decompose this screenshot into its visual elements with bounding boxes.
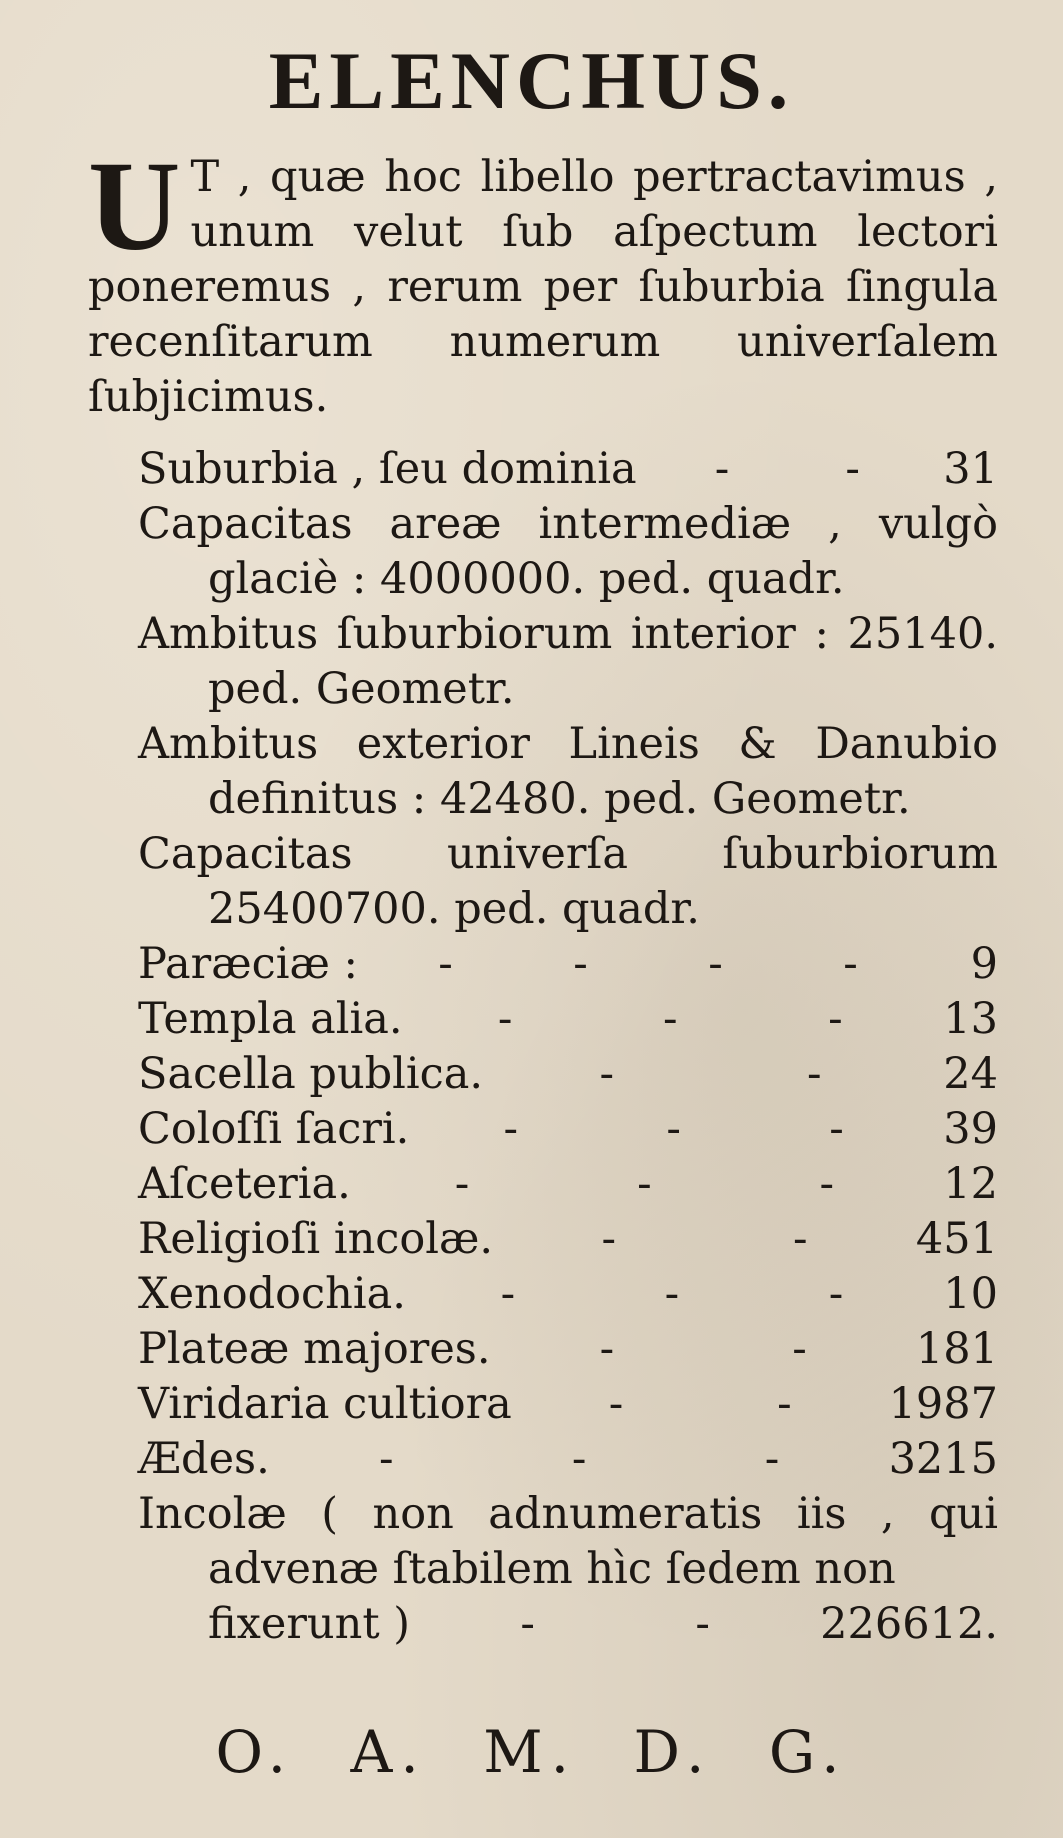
entry-label: Aſceteria. [138, 1159, 351, 1209]
leader-dash: - [764, 1434, 780, 1484]
entry-label: Coloſſi ſacri. [138, 1104, 410, 1154]
entry-row [138, 1047, 998, 1102]
leader-dash: - [829, 1104, 844, 1154]
leader-dash: - [608, 1379, 624, 1429]
entry-row [138, 992, 998, 1047]
leader-dash: - [663, 994, 678, 1044]
intro-paragraph [88, 135, 998, 425]
leader-dash: - [599, 1049, 615, 1099]
leader-dash: - [845, 444, 860, 494]
footer-motto: O. A. M. D. G. [215, 1718, 848, 1786]
entry-paragraph: Capacitas areæ intermediæ , vulgò glaciè : 4000000. ped. quadr. [138, 499, 998, 604]
entry-value: 12 [943, 1159, 998, 1209]
leader-dash: - [573, 939, 588, 989]
entry-row [138, 442, 998, 497]
leader-dash: - [497, 994, 513, 1044]
leader-dashes [491, 1322, 916, 1377]
entry-row [138, 1212, 998, 1267]
entry-label: Suburbia , ſeu dominia [138, 444, 637, 494]
leader-dash: - [708, 939, 723, 989]
leader-dash: - [828, 994, 843, 1044]
leader-dash: - [714, 444, 730, 494]
leader-dash: - [664, 1269, 680, 1319]
leader-dashes [512, 1377, 889, 1432]
leader-dashes [409, 1102, 938, 1157]
leader-dash: - [695, 1599, 710, 1649]
entry-label: Plateæ majores. [138, 1324, 491, 1374]
entry-incolae [138, 1487, 998, 1652]
leader-dash: - [666, 1104, 681, 1154]
leader-dash: - [601, 1214, 617, 1264]
entry-value: 3215 [888, 1434, 998, 1484]
entry-label: Xenodochia. [138, 1269, 406, 1319]
leader-dash: - [599, 1324, 615, 1374]
leader-dashes [351, 1157, 938, 1212]
entry-value: 181 [915, 1324, 998, 1374]
leader-dash: - [777, 1379, 792, 1429]
leader-dash: - [806, 1049, 822, 1099]
entry-incolae-continuation [138, 1597, 998, 1652]
leader-dashes [403, 992, 938, 1047]
leader-dash: - [503, 1104, 518, 1154]
entry-value: 24 [943, 1049, 998, 1099]
leader-dash: - [637, 1159, 652, 1209]
entry-row [138, 937, 998, 992]
entry-row [138, 1267, 998, 1322]
leader-dash: - [792, 1214, 808, 1264]
leader-dashes [410, 1597, 820, 1652]
leader-dash: - [520, 1599, 535, 1649]
entry-value: 1987 [888, 1379, 998, 1429]
leader-dashes [358, 937, 938, 992]
entry-value: 9 [970, 939, 998, 989]
entry-paragraph: Ambitus exterior Lineis & Danubio definitus : 42480. ped. Geometr. [138, 719, 998, 824]
entry-label: Templa alia. [138, 994, 403, 1044]
page-title: ELENCHUS. [268, 35, 795, 126]
entry-value: 451 [915, 1214, 998, 1264]
leader-dash: - [454, 1159, 470, 1209]
leader-dash: - [571, 1434, 587, 1484]
entry-row [138, 1322, 998, 1377]
entry-value: 10 [943, 1269, 998, 1319]
entry-label: Sacella publica. [138, 1049, 484, 1099]
entry-value: 13 [943, 994, 998, 1044]
entry-paragraph: Capacitas univerſa ſuburbiorum 25400700. ped. quadr. [138, 829, 998, 934]
leader-dashes [406, 1267, 938, 1322]
entry-label: Viridaria cultiora [138, 1379, 512, 1429]
leader-dash: - [378, 1434, 394, 1484]
entry-value: 31 [943, 444, 998, 494]
entry-row [138, 1377, 998, 1432]
leader-dash: - [843, 939, 858, 989]
entry-label: Religioſi incolæ. [138, 1214, 494, 1264]
leader-dash: - [819, 1159, 835, 1209]
leader-dash: - [792, 1324, 807, 1374]
leader-dashes [483, 1047, 938, 1102]
entry-label: Paræciæ : [138, 939, 359, 989]
entry-value: 226612. [820, 1599, 998, 1649]
leader-dashes [637, 442, 938, 497]
leader-dash: - [828, 1269, 844, 1319]
leader-dash: - [438, 939, 453, 989]
intro-text: T , quæ hoc libello pertractavimus , unum velut ſub aſpectum lectori poneremus , rerum per ſuburbia ſingula recenſitarum numerum univerſalem ſubjicimus. [88, 152, 998, 422]
entry-incolae-cont-text: fixerunt ) [208, 1599, 411, 1649]
entry-row [138, 1432, 998, 1487]
entry-paragraph: Ambitus ſuburbiorum interior : 25140. ped. Geometr. [138, 609, 998, 714]
entry-value: 39 [943, 1104, 998, 1154]
drop-cap: U [88, 135, 181, 277]
entry-list [138, 442, 998, 1652]
leader-dashes [493, 1212, 916, 1267]
entry-row [138, 1102, 998, 1157]
leader-dashes [270, 1432, 889, 1487]
entry-label: Ædes. [138, 1434, 270, 1484]
entry-row [138, 1157, 998, 1212]
entry-incolae-text: Incolæ ( non adnumeratis iis , qui advenæ ſtabilem hìc ſedem non [138, 1489, 998, 1594]
leader-dash: - [500, 1269, 516, 1319]
